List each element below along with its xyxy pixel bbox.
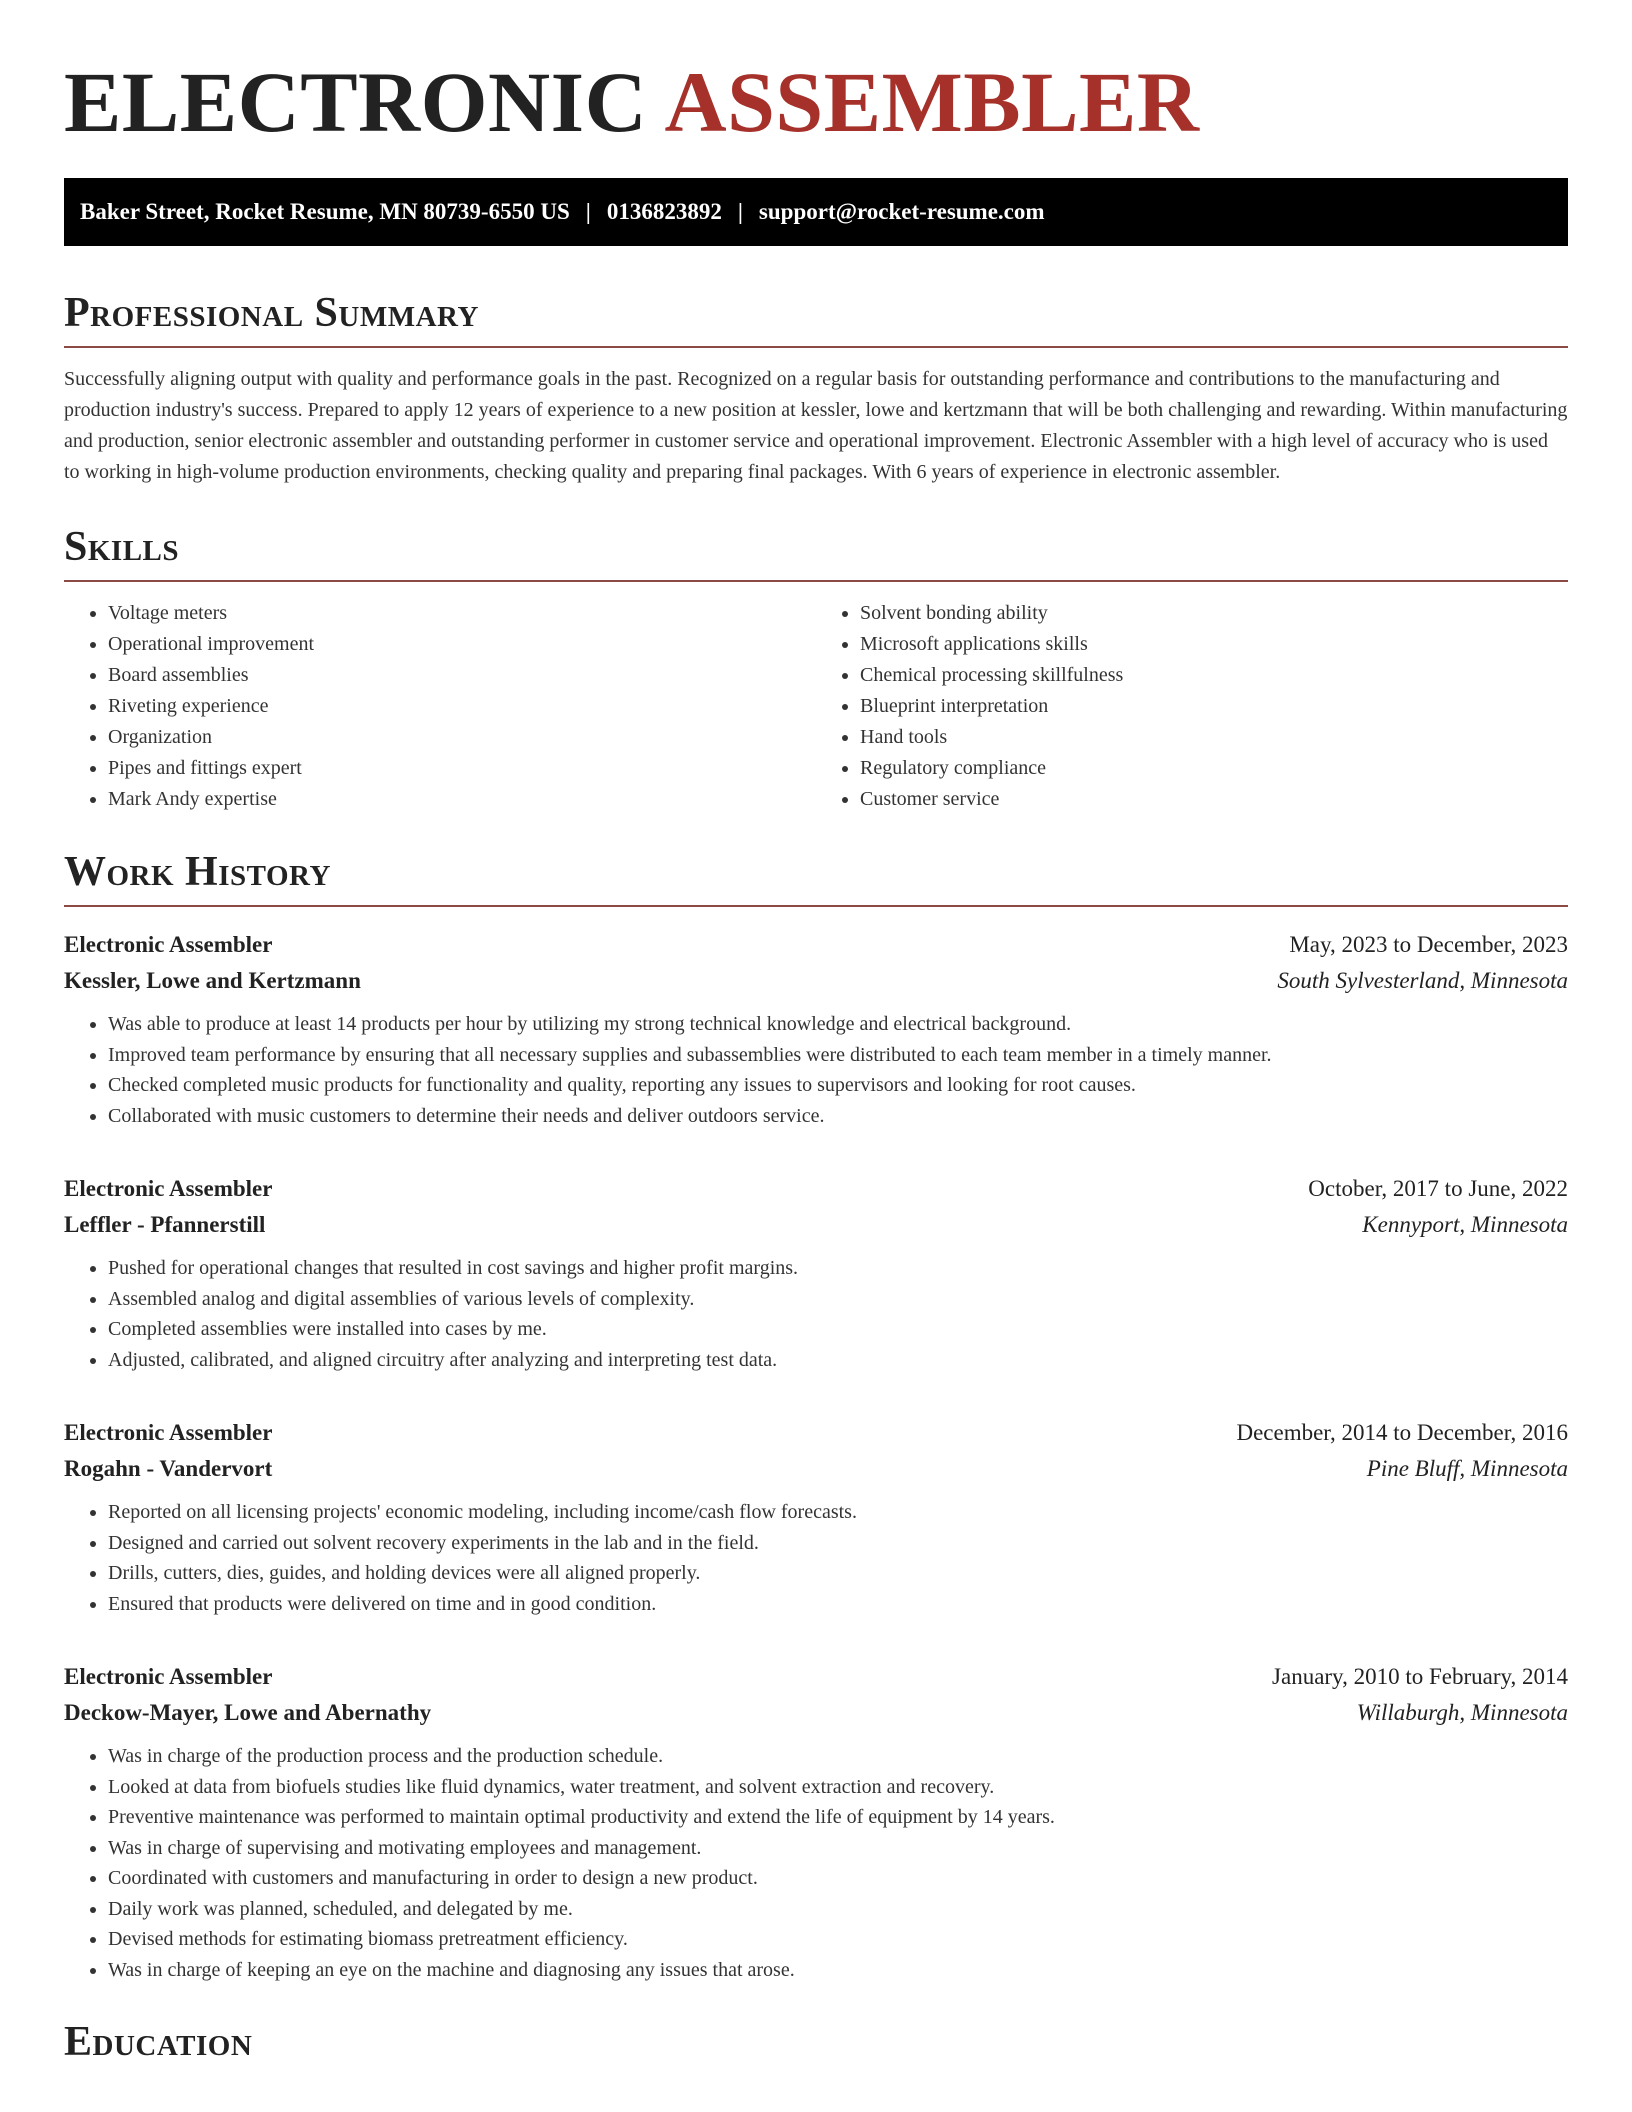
job-company: Kessler, Lowe and Kertzmann xyxy=(64,968,361,993)
resume-name xyxy=(64,50,1568,154)
job-subheader-row xyxy=(64,1207,1568,1243)
job-bullets xyxy=(64,1497,1568,1619)
work-history-heading: Work History xyxy=(64,849,331,895)
job-subheader-row xyxy=(64,1451,1568,1487)
job-subheader-row xyxy=(64,963,1568,999)
skill-item: • Customer service xyxy=(860,784,1568,815)
summary-section xyxy=(64,286,1568,488)
skill-item: • Blueprint interpretation xyxy=(860,691,1568,722)
job-bullet: • Daily work was planned, scheduled, and delegated by me. xyxy=(108,1894,1568,1925)
skills-right-list xyxy=(816,598,1568,815)
job-company: Deckow-Mayer, Lowe and Abernathy xyxy=(64,1700,432,1725)
job-header-row xyxy=(64,1659,1568,1695)
job-bullets xyxy=(64,1741,1568,1985)
job-bullet: • Checked completed music products for functionality and quality, reporting any issues to supervisors and looking for root causes. xyxy=(108,1070,1568,1101)
job-bullet: • Collaborated with music customers to determine their needs and deliver outdoors service. xyxy=(108,1101,1568,1132)
contact-separator: | xyxy=(737,199,743,224)
job-company: Rogahn - Vandervort xyxy=(64,1456,273,1481)
job-bullet: • Was in charge of the production process and the production schedule. xyxy=(108,1741,1568,1772)
education-heading: Education xyxy=(64,2019,253,2065)
job-entry xyxy=(64,1415,1568,1619)
skill-item: • Mark Andy expertise xyxy=(108,784,816,815)
skills-left-list xyxy=(64,598,816,815)
skill-item: • Chemical processing skillfulness xyxy=(860,660,1568,691)
job-header-row xyxy=(64,927,1568,963)
section-divider xyxy=(64,346,1568,348)
job-location: Kennyport, Minnesota xyxy=(1362,1212,1568,1237)
skills-section xyxy=(64,520,1568,815)
job-bullet: • Devised methods for estimating biomass pretreatment efficiency. xyxy=(108,1924,1568,1955)
job-bullet: • Preventive maintenance was performed to maintain optimal productivity and extend the life of equipment by 14 years. xyxy=(108,1802,1568,1833)
skill-item: • Organization xyxy=(108,722,816,753)
contact-phone: 0136823892 xyxy=(606,199,722,224)
skill-item: • Regulatory compliance xyxy=(860,753,1568,784)
section-divider xyxy=(64,580,1568,582)
job-location: Pine Bluff, Minnesota xyxy=(1366,1456,1568,1481)
education-section xyxy=(64,2015,1568,2069)
job-bullet: • Improved team performance by ensuring that all necessary supplies and subassemblies were distributed to each team member in a timely manner. xyxy=(108,1040,1568,1071)
job-location: Willaburgh, Minnesota xyxy=(1356,1700,1568,1725)
skills-heading: Skills xyxy=(64,524,180,570)
job-title: Electronic Assembler xyxy=(64,932,273,957)
job-company: Leffler - Pfannerstill xyxy=(64,1212,266,1237)
contact-address: Baker Street, Rocket Resume, MN 80739-6550 US xyxy=(80,199,570,224)
job-entry xyxy=(64,1171,1568,1375)
skill-item: • Voltage meters xyxy=(108,598,816,629)
job-dates: December, 2014 to December, 2016 xyxy=(1236,1420,1568,1445)
skill-item: • Microsoft applications skills xyxy=(860,629,1568,660)
job-title: Electronic Assembler xyxy=(64,1176,273,1201)
job-location: South Sylvesterland, Minnesota xyxy=(1277,968,1568,993)
job-entry xyxy=(64,927,1568,1131)
job-bullet: • Looked at data from biofuels studies like fluid dynamics, water treatment, and solvent extraction and recovery. xyxy=(108,1772,1568,1803)
summary-text: Successfully aligning output with quality and performance goals in the past. Recognized on a regular basis for outstanding performance and contributions to the manufacturing and production industry's success. Prepared to apply 12 years of experience to a new position at kessler, lowe and kertzmann that will be both challenging and rewarding. Within manufacturing and production, senior electronic assembler and outstanding performer in customer service and operational improvement. Electronic Assembler with a high level of accuracy who is used to working in high-volume production environments, checking quality and preparing final packages. With 6 years of experience in electronic assembler. xyxy=(64,368,1568,483)
job-header-row xyxy=(64,1415,1568,1451)
job-bullet: • Designed and carried out solvent recovery experiments in the lab and in the field. xyxy=(108,1528,1568,1559)
job-dates: May, 2023 to December, 2023 xyxy=(1289,932,1568,957)
job-bullet: • Assembled analog and digital assemblies of various levels of complexity. xyxy=(108,1284,1568,1315)
job-bullet: • Ensured that products were delivered on time and in good condition. xyxy=(108,1589,1568,1620)
contact-separator: | xyxy=(585,199,591,224)
job-bullet: • Pushed for operational changes that resulted in cost savings and higher profit margins. xyxy=(108,1253,1568,1284)
skill-item: • Hand tools xyxy=(860,722,1568,753)
job-dates: January, 2010 to February, 2014 xyxy=(1272,1664,1568,1689)
job-bullet: • Was in charge of keeping an eye on the machine and diagnosing any issues that arose. xyxy=(108,1955,1568,1986)
contact-bar xyxy=(64,178,1568,246)
skill-item: • Pipes and fittings expert xyxy=(108,753,816,784)
skill-item: • Board assemblies xyxy=(108,660,816,691)
job-title: Electronic Assembler xyxy=(64,1664,273,1689)
name-last: ASSEMBLER xyxy=(664,54,1200,150)
job-dates: October, 2017 to June, 2022 xyxy=(1308,1176,1568,1201)
skill-item: • Operational improvement xyxy=(108,629,816,660)
job-bullet: • Adjusted, calibrated, and aligned circuitry after analyzing and interpreting test data. xyxy=(108,1345,1568,1376)
job-entry xyxy=(64,1659,1568,1985)
job-bullet: • Reported on all licensing projects' economic modeling, including income/cash flow forecasts. xyxy=(108,1497,1568,1528)
job-bullet: • Drills, cutters, dies, guides, and holding devices were all aligned properly. xyxy=(108,1558,1568,1589)
job-title: Electronic Assembler xyxy=(64,1420,273,1445)
summary-heading: Professional Summary xyxy=(64,290,479,336)
work-history-section xyxy=(64,845,1568,1985)
job-subheader-row xyxy=(64,1695,1568,1731)
job-bullet: • Completed assemblies were installed into cases by me. xyxy=(108,1314,1568,1345)
skill-item: • Solvent bonding ability xyxy=(860,598,1568,629)
contact-email: support@rocket-resume.com xyxy=(758,199,1045,224)
name-first: ELECTRONIC xyxy=(64,54,648,150)
skill-item: • Riveting experience xyxy=(108,691,816,722)
job-bullet: • Was in charge of supervising and motivating employees and management. xyxy=(108,1833,1568,1864)
job-header-row xyxy=(64,1171,1568,1207)
job-bullets xyxy=(64,1009,1568,1131)
job-bullet: • Was able to produce at least 14 products per hour by utilizing my strong technical knowledge and electrical background. xyxy=(108,1009,1568,1040)
job-bullets xyxy=(64,1253,1568,1375)
job-bullet: • Coordinated with customers and manufacturing in order to design a new product. xyxy=(108,1863,1568,1894)
skills-grid xyxy=(64,598,1568,815)
section-divider xyxy=(64,905,1568,907)
